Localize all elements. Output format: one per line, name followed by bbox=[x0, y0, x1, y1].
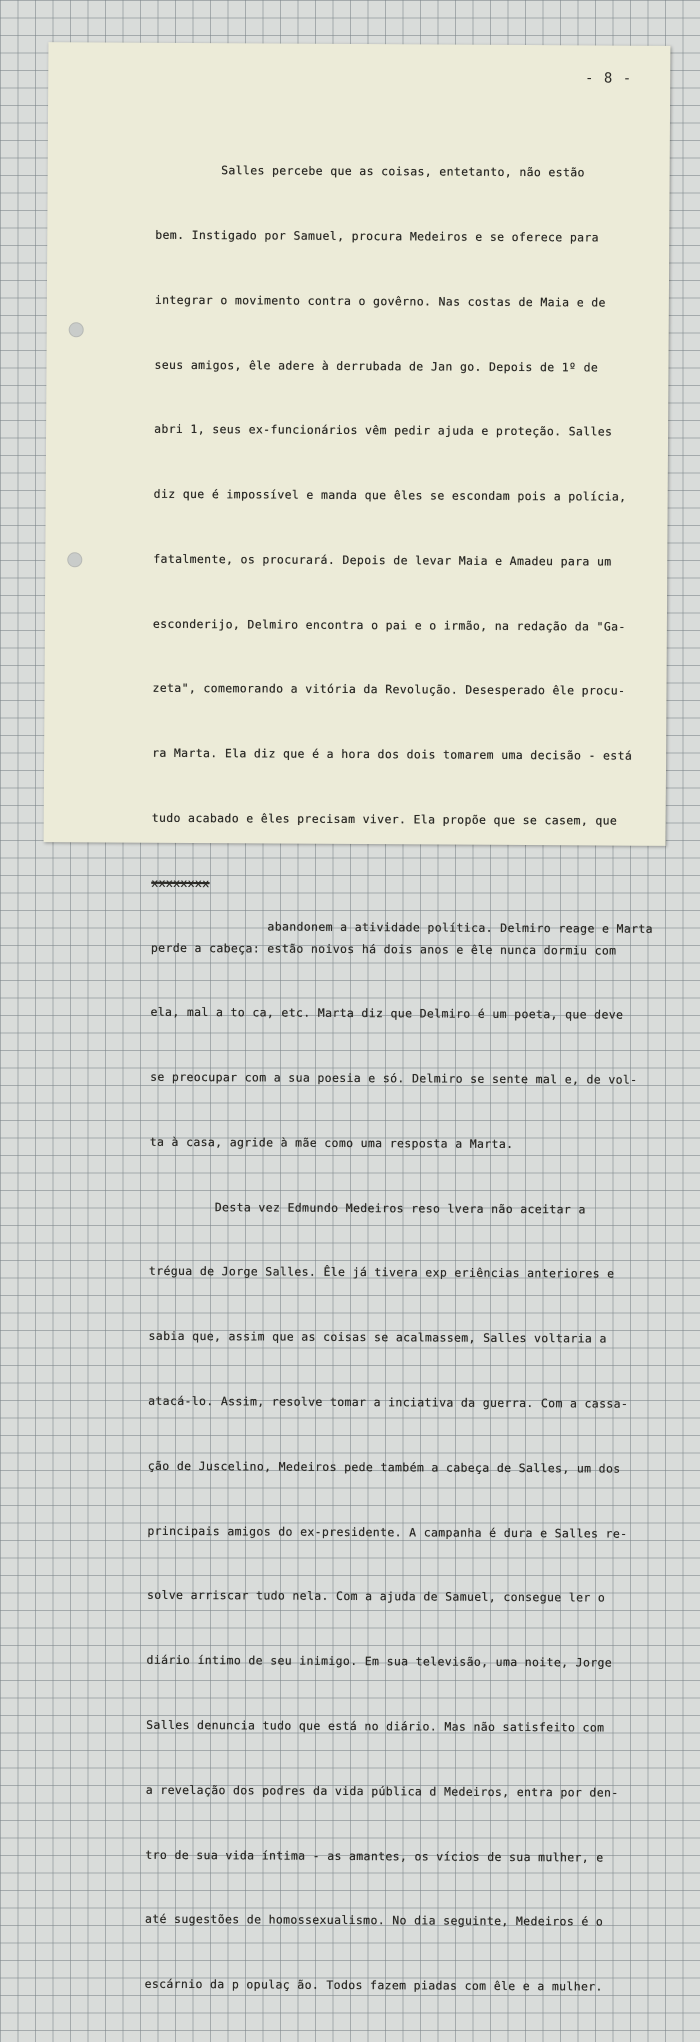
text-line: até sugestões de homossexualismo. No dia seguinte, Medeiros é o bbox=[144, 1912, 604, 1929]
text-line: ção de Juscelino, Medeiros pede também a cabeça de Salles, um dos bbox=[147, 1458, 621, 1476]
text-line: abri 1, seus ex-funcionários vêm pedir ajuda e proteção. Salles bbox=[154, 422, 613, 439]
text-line: atacá-lo. Assim, resolve tomar a inciativa da guerra. Com a cassa- bbox=[148, 1393, 629, 1411]
text-line: bem. Instigado por Samuel, procura Medeiros e se oferece para bbox=[155, 227, 600, 245]
page-number: - 8 - bbox=[585, 70, 633, 87]
text-line: sabia que, assim que as coisas se acalmassem, Salles voltaria a bbox=[148, 1328, 607, 1346]
typed-text bbox=[144, 117, 656, 2042]
binder-hole bbox=[67, 552, 82, 567]
text-line: escárnio da p opulaç ão. Todos fazem piadas com êle e a mulher. bbox=[144, 1976, 603, 1994]
text-line: principais amigos do ex-presidente. A campanha é dura e Salles re- bbox=[147, 1523, 628, 1541]
text-line: abandonem a atividade política. Delmiro reage e Marta bbox=[194, 918, 653, 936]
struck-out-word: xxxxxxxx bbox=[151, 875, 210, 890]
typewritten-page bbox=[44, 42, 671, 1994]
text-line: Salles denuncia tudo que está no diário. Mas não satisfeito com bbox=[146, 1717, 605, 1735]
text-line: fatalmente, os procurará. Depois de levar Maia e Amadeu para um bbox=[153, 551, 612, 569]
text-line: diário íntimo de seu inimigo. Em sua televisão, uma noite, Jorge bbox=[146, 1652, 613, 1670]
text-line: zeta", comemorando a vitória da Revolução. Desesperado êle procu- bbox=[152, 681, 626, 699]
text-line: ta à casa, agride à mãe como uma resposta a Marta. bbox=[149, 1134, 514, 1151]
text-line: esconderijo, Delmiro encontra o pai e o irmão, na redação da "Ga- bbox=[152, 616, 626, 634]
text-line: Desta vez Edmundo Medeiros reso lvera não aceitar a bbox=[149, 1199, 586, 1217]
text-line: perde a cabeça: estão noivos há dois anos e êle nunca dormiu com bbox=[150, 940, 617, 958]
binder-hole bbox=[69, 322, 84, 337]
text-line: Salles percebe que as coisas, entetanto, não estão bbox=[155, 162, 585, 180]
text-line: integrar o movimento contra o govêrno. Nas costas de Maia e de bbox=[154, 292, 606, 310]
text-line: ela, mal a to ca, etc. Marta diz que Delmiro é um poeta, que deve bbox=[150, 1005, 624, 1022]
text-line: seus amigos, êle adere à derrubada de Jan go. Depois de 1º de bbox=[154, 357, 599, 375]
text-line: solve arriscar tudo nela. Com a ajuda de Samuel, consegue ler o bbox=[146, 1588, 606, 1605]
text-line: tudo acabado e êles precisam viver. Ela propõe que se casem, que bbox=[151, 810, 618, 828]
text-line-with-strikeout bbox=[151, 873, 653, 936]
text-line: trégua de Jorge Salles. Êle já tivera exp eriências anteriores e bbox=[148, 1264, 615, 1282]
text-line: diz que é impossível e manda que êles se escondam pois a polícia, bbox=[153, 486, 627, 504]
text-line: se preocupar com a sua poesia e só. Delmiro se sente mal e, de vol- bbox=[150, 1069, 638, 1087]
text-line: ra Marta. Ela diz que é a hora dos dois tomarem uma decisão - está bbox=[152, 745, 633, 763]
text-line: tro de sua vida íntima - as amantes, os vícios de sua mulher, e bbox=[145, 1847, 604, 1865]
text-line: a revelação dos podres da vida pública d Medeiros, entra por den- bbox=[145, 1782, 619, 1800]
